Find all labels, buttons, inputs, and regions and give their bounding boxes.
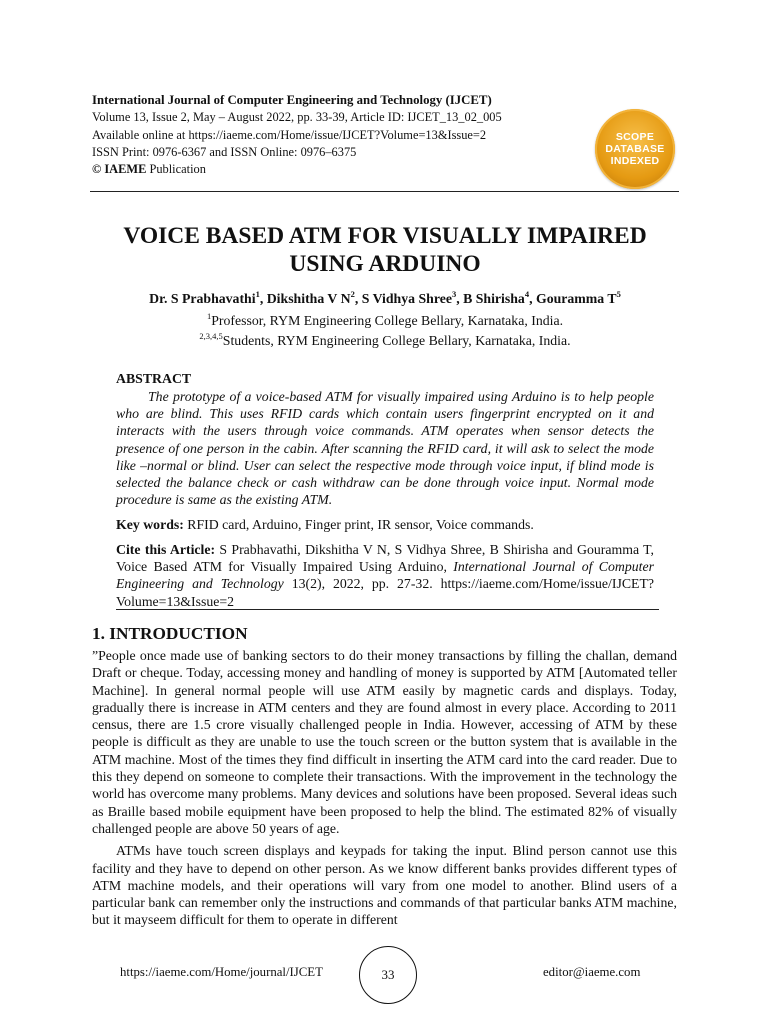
author xyxy=(149,291,267,306)
affiliation-number: 1 xyxy=(206,311,212,321)
abstract-divider xyxy=(116,609,659,610)
badge-line-3: INDEXED xyxy=(610,155,660,167)
author-name: Dikshitha V N xyxy=(266,291,351,306)
publisher-name: © IAEME xyxy=(92,162,147,177)
affiliation-text: Students, RYM Engineering College Bellary, Karnataka, India. xyxy=(222,333,571,348)
publisher-suffix: Publication xyxy=(146,162,206,177)
keywords-text: RFID card, Arduino, Finger print, IR sensor, Voice commands. xyxy=(183,517,534,532)
author xyxy=(362,291,463,306)
page-number: 33 xyxy=(359,946,417,1004)
keywords-label: Key words: xyxy=(116,517,184,532)
author-affiliation-number: 5 xyxy=(616,289,621,299)
author-name: B Shirisha xyxy=(463,291,525,306)
title-line-2: USING ARDUINO xyxy=(289,251,481,277)
title-line-1: VOICE BASED ATM FOR VISUALLY IMPAIRED xyxy=(123,223,647,249)
badge-line-2: DATABASE xyxy=(605,143,665,155)
available-online-line[interactable]: Available online at https://iaeme.com/Home/issue/IJCET?Volume=13&Issue=2 xyxy=(92,127,487,142)
paragraph: ATMs have touch screen displays and keypads for taking the input. Blind person cannot use this facility and they have to depend on other person. As we know different banks provides different types of ATM machine models, and their operations will vary from one model to another. Blind users of a particular bank can remember only the instructions and commands of that particular banks ATM machine, but it mayseem difficult for them to operate in different xyxy=(92,843,677,928)
abstract-text: The prototype of a voice-based ATM for visually impaired using Arduino is to help people who are blind. This uses RFID cards which contain users fingerprint encrypted on it and interacts with the users through voice commands. ATM operates when sensor detects the presence of one person in the cabin. After scanning the RFID card, it will ask to select the mode like –normal or blind. User can select the respective mode through voice input, if blind mode is selected the balance check or cash withdraw can be done through voice input. Normal mode procedure is same as the existing ATM. xyxy=(116,389,654,508)
author-affiliation-number: 1 xyxy=(255,289,260,299)
author-affiliation-number: 4 xyxy=(524,289,530,299)
scope-database-badge xyxy=(595,109,675,189)
author-name: Dr. S Prabhavathi xyxy=(149,291,256,306)
affiliation xyxy=(60,313,710,329)
author-affiliation-number: 2 xyxy=(350,289,355,299)
author-name: S Vidhya Shree xyxy=(361,291,452,306)
affiliation-text: Professor, RYM Engineering College Bellary, Karnataka, India. xyxy=(211,313,564,328)
author-separator: , xyxy=(529,291,536,306)
citation-url[interactable]: https://iaeme.com/Home/issue/IJCET?Volume=13&Issue=2 xyxy=(116,576,655,609)
journal-title: International Journal of Computer Engineering and Technology (IJCET) xyxy=(92,93,492,107)
author-affiliation-number: 3 xyxy=(451,289,457,299)
citation-journal: International Journal of Computer Engineering and Technology xyxy=(116,559,654,592)
badge-line-1: SCOPE xyxy=(615,131,655,143)
author-list xyxy=(60,291,710,307)
citation-pages: 13(2), 2022, pp. 27-32. xyxy=(283,576,433,592)
author xyxy=(536,291,621,306)
citation xyxy=(116,541,654,610)
publisher-line xyxy=(92,161,592,178)
introduction-body xyxy=(92,647,677,929)
paper-title xyxy=(60,222,710,278)
author-separator: , xyxy=(259,291,267,306)
abstract-heading: ABSTRACT xyxy=(116,371,192,386)
citation-text: S Prabhavathi, Dikshitha V N, S Vidhya Shree, B Shirisha and Gouramma T, Voice Based ATM for Visually Impaired Using Arduino, xyxy=(116,542,655,575)
author xyxy=(267,291,362,306)
journal-header xyxy=(92,92,592,178)
keywords xyxy=(116,517,656,533)
section-heading-introduction: 1. INTRODUCTION xyxy=(92,624,248,643)
affiliation xyxy=(60,333,710,349)
affiliation-number: 2,3,4,5 xyxy=(199,331,223,341)
footer-journal-url[interactable]: https://iaeme.com/Home/journal/IJCET xyxy=(120,965,323,979)
volume-line: Volume 13, Issue 2, May – August 2022, pp. 33-39, Article ID: IJCET_13_02_005 xyxy=(92,110,502,125)
author xyxy=(463,291,536,306)
paragraph: ”People once made use of banking sectors to do their money transactions by filling the challan, demand Draft or cheque. Today, accessing money and handling of money is supported by ATM [Automated teller Machine]. In general normal people will use ATM easily by magnetic cards and displays. Today, gradually there is increase in ATM centers and they are found almost in every place. According to 2011 census, there are 1.5 crore visually challenged people in India. However, accessing of ATM by these people is difficult as they are unable to use the touch screen or the button system that is available in the ATM machine. Most of the times they find difficult in inserting the ATM card into the card reader. Due to this they depend on someone to complete their transactions. With the improvement in the technology the world has overcome many problems. Many devices and solutions have been proposed. Several ideas such as Braille based mobile equipment have been proposed to help the blind. The estimated 82% of visually challenged people are above 50 years of age. xyxy=(92,648,677,836)
author-separator: , xyxy=(456,291,464,306)
footer-email[interactable]: editor@iaeme.com xyxy=(543,965,641,979)
citation-label: Cite this Article: xyxy=(116,542,216,557)
author-separator: , xyxy=(354,291,362,306)
issn-line: ISSN Print: 0976-6367 and ISSN Online: 0976–6375 xyxy=(92,144,357,159)
header-divider xyxy=(90,191,679,192)
author-name: Gouramma T xyxy=(535,291,617,306)
